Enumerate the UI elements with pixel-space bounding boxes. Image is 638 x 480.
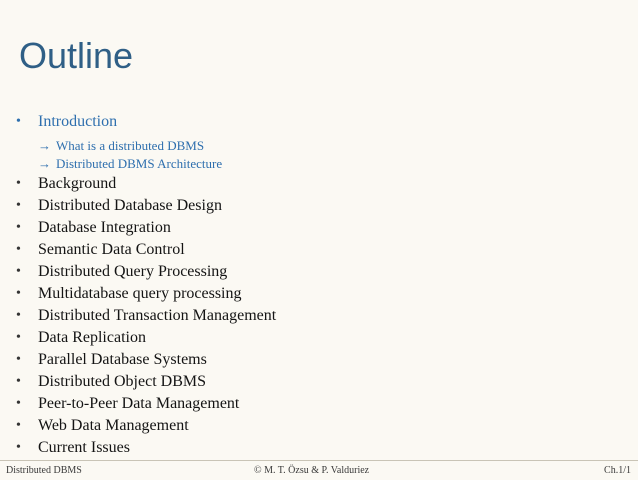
outline-item-background — [16, 174, 117, 194]
slide-title: Outline — [19, 35, 134, 76]
subitem-label: Distributed DBMS Architecture — [56, 156, 223, 171]
item-label: Distributed Query Processing — [38, 263, 228, 280]
outline-item-web-data-management — [16, 416, 189, 436]
bullet-icon: • — [16, 396, 21, 411]
outline-item-distributed-database-design — [16, 196, 222, 216]
item-label: Multidatabase query processing — [38, 285, 242, 302]
bullet-icon: • — [16, 176, 21, 191]
outline-item-multidatabase-query-processing — [16, 284, 242, 304]
footer-course-name: Distributed DBMS — [6, 465, 82, 476]
item-label: Introduction — [38, 113, 118, 130]
item-label: Distributed Transaction Management — [38, 307, 277, 324]
outline-item-distributed-transaction-management — [16, 306, 277, 326]
outline-item-semantic-data-control — [16, 240, 185, 260]
slide-footer — [0, 460, 638, 480]
dash-icon: → — [38, 156, 51, 171]
outline-item-distributed-object-dbms — [16, 372, 206, 392]
outline-item-distributed-query-processing — [16, 262, 228, 282]
item-label: Background — [38, 175, 117, 192]
bullet-icon: • — [16, 264, 21, 279]
subitem-label: What is a distributed DBMS — [56, 138, 205, 153]
outline-item-parallel-database-systems — [16, 350, 207, 370]
outline-item-data-replication — [16, 328, 146, 348]
item-label: Distributed Object DBMS — [38, 373, 206, 390]
outline-subitem-what-is-ddbms — [38, 137, 205, 155]
item-label: Semantic Data Control — [38, 241, 185, 258]
bullet-icon: • — [16, 308, 21, 323]
item-label: Database Integration — [38, 219, 171, 236]
outline-item-introduction — [16, 112, 118, 132]
item-label: Distributed Database Design — [38, 197, 222, 214]
footer-page-number: Ch.1/1 — [604, 465, 631, 476]
bullet-icon: • — [16, 220, 21, 235]
bullet-icon: • — [16, 440, 21, 455]
bullet-icon: • — [16, 286, 21, 301]
item-label: Peer-to-Peer Data Management — [38, 395, 240, 412]
item-label: Web Data Management — [38, 417, 189, 434]
bullet-icon: • — [16, 114, 21, 129]
outline-item-current-issues — [16, 438, 130, 458]
item-label: Data Replication — [38, 329, 146, 346]
bullet-icon: • — [16, 418, 21, 433]
outline-subitem-ddbms-architecture — [38, 155, 223, 173]
item-label: Current Issues — [38, 439, 130, 456]
bullet-icon: • — [16, 374, 21, 389]
outline-item-peer-to-peer-data-management — [16, 394, 240, 414]
bullet-icon: • — [16, 242, 21, 257]
footer-copyright: © M. T. Özsu & P. Valduriez — [254, 465, 370, 476]
outline-item-database-integration — [16, 218, 171, 238]
bullet-icon: • — [16, 330, 21, 345]
item-label: Parallel Database Systems — [38, 351, 207, 368]
dash-icon: → — [38, 138, 51, 153]
bullet-icon: • — [16, 352, 21, 367]
bullet-icon: • — [16, 198, 21, 213]
